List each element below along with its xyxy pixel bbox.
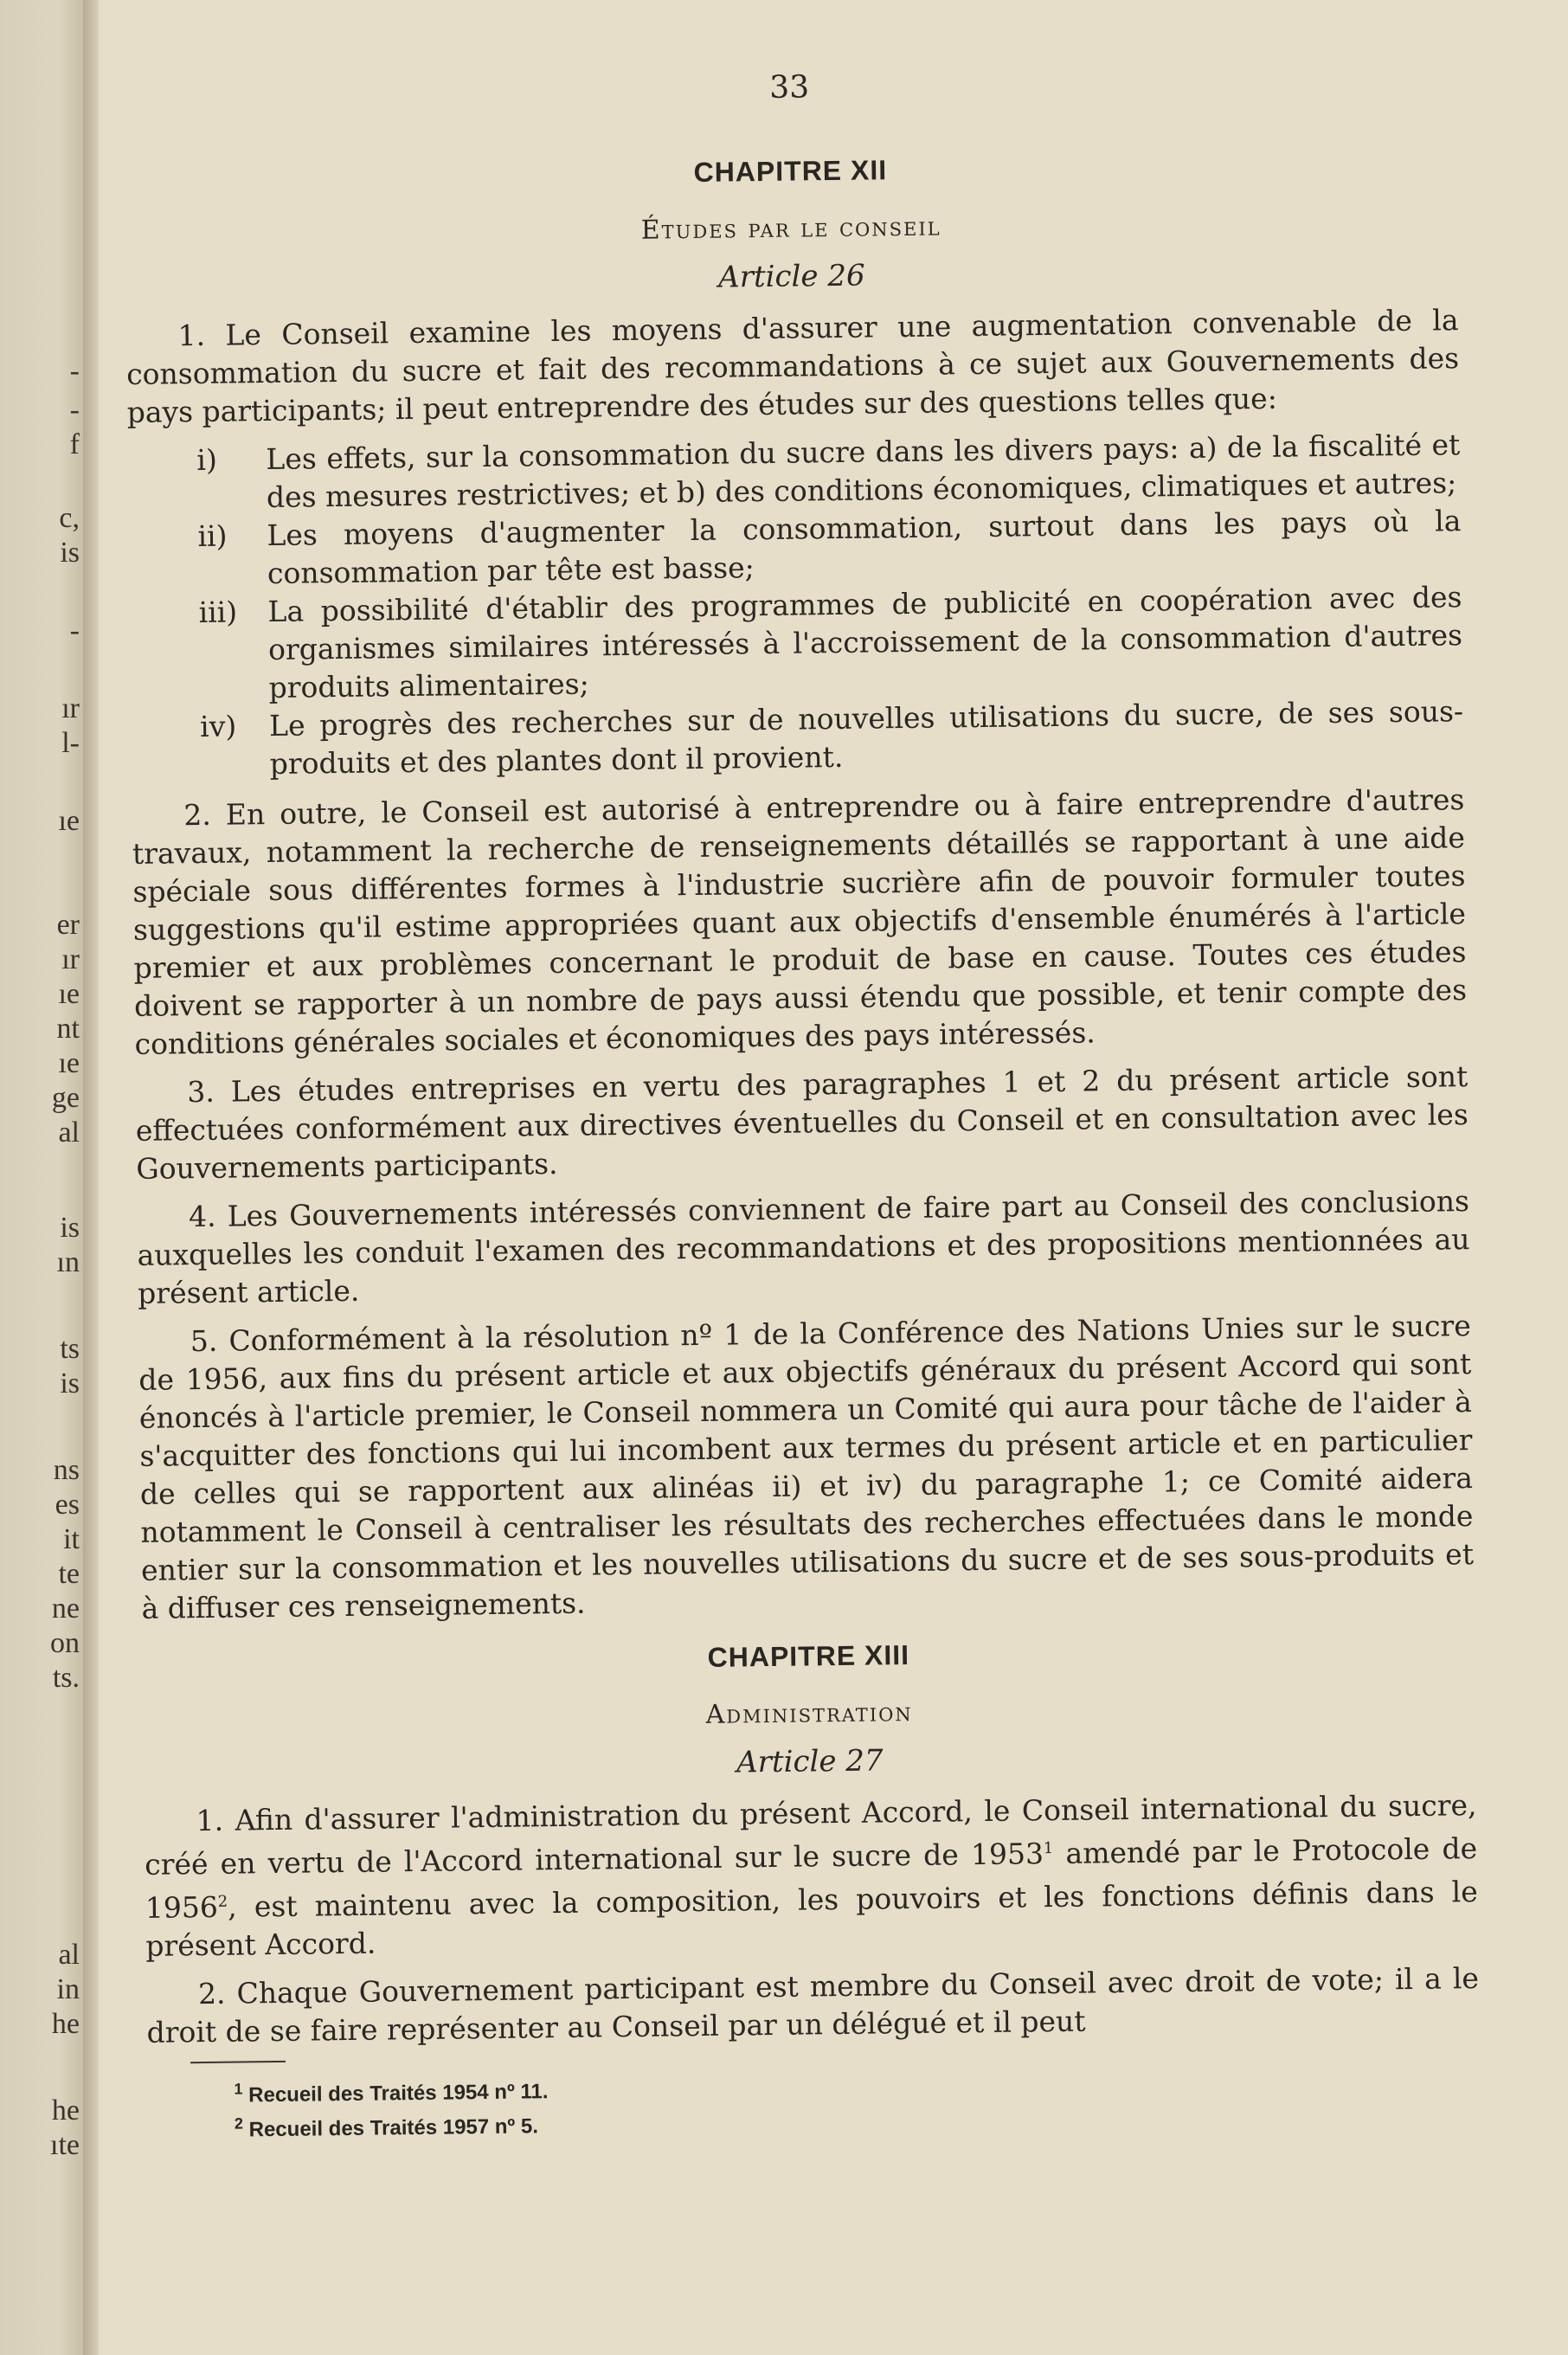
item-number: ii) (197, 518, 228, 553)
paragraph: 2. Chaque Gouvernement participant est membre du Conseil avec droit de vote; il a le droit de se faire représenter au Conseil par un délégué et il peut (146, 1961, 1480, 2049)
facing-page-fragment: he (51, 2094, 80, 2127)
page-content (123, 61, 1481, 2151)
list-item (129, 578, 1462, 709)
item-number: i) (196, 442, 218, 477)
facing-page-fragment: ıe (58, 978, 80, 1010)
facing-page-edge (0, 0, 83, 2355)
paragraph-text: , est maintenu avec la composition, les pouvoirs et les fonctions définis dans le présent Accord. (145, 1875, 1478, 1963)
chapter-title: CHAPITRE XII (693, 154, 888, 188)
facing-page-fragment: - (69, 355, 80, 387)
facing-page-fragment: ge (51, 1082, 80, 1114)
chapter-title: CHAPITRE XIII (707, 1639, 910, 1673)
footnote-mark: 2 (234, 2114, 244, 2133)
facing-page-fragment: is (60, 1367, 80, 1399)
page-number: 33 (769, 69, 810, 106)
facing-page-fragment: on (50, 1627, 80, 1659)
facing-page-fragment: l- (61, 727, 80, 759)
section-title: Études par le conseil (640, 211, 941, 246)
facing-page-fragment: ıe (58, 805, 80, 837)
facing-page-fragment: es (55, 1489, 80, 1521)
facing-page-fragment: ns (53, 1454, 80, 1486)
paragraph: 3. Les études entreprises en vertu des paragraphes 1 et 2 du présent article sont effectuées conformément aux directives éventuelles du Conseil et en consultation avec les Gouvernements participants. (135, 1059, 1468, 1186)
footnote-divider (190, 2061, 286, 2063)
book-gutter (83, 0, 99, 2355)
item-number: iv) (199, 709, 237, 743)
facing-page-fragment: in (56, 1973, 80, 2005)
item-text: Le progrès des recherches sur de nouvelles utilisations du sucre, de ses sous-produits et des plantes dont il provient. (268, 694, 1464, 781)
facing-page-fragment: ıe (58, 1047, 80, 1079)
facing-page-fragment: er (56, 909, 80, 941)
paragraph: 4. Les Gouvernements intéressés conviennent de faire part au Conseil des conclusions auxquelles les conduit l'examen des recommandations et des propositions mentionnées au présent article. (137, 1184, 1470, 1310)
facing-page-fragment: nt (56, 1013, 80, 1045)
item-text: La possibilité d'établir des programmes de publicité en coopération avec des organismes similaires intéressés à l'accroissement de la consommation d'autres produits alimentaires; (267, 580, 1463, 705)
facing-page-fragment: f (69, 428, 80, 460)
facing-page-fragment: te (58, 1558, 80, 1590)
paragraph (144, 1786, 1478, 1966)
footnote-text: Recueil des Traités 1954 nº 11. (248, 2080, 549, 2107)
paragraph: 2. En outre, le Conseil est autorisé à entreprendre ou à faire entreprendre d'autres travaux, notamment la recherche de renseignements détaillés se rapportant à une aide spéciale sous différentes formes à l'industrie sucrière afin de pouvoir formuler toutes suggestions qu'il estime appropriées quant aux objectifs d'ensemble énumérés à l'article premier et aux problèmes concernant le produit de base en cause. Toutes ces études doivent se rapporter à un nombre de pays aussi étendu que possible, et tenir compte des conditions générales sociales et économiques des pays intéressés. (132, 782, 1468, 1061)
article-heading: Article 26 (717, 258, 865, 295)
footnote-mark: 1 (234, 2080, 243, 2098)
facing-page-fragment: is (60, 1212, 80, 1244)
footnote-ref: 2 (217, 1892, 228, 1911)
facing-page-fragment: c, (59, 502, 80, 534)
paragraph-text: amendé par le Protocole de 1956 (145, 1831, 1478, 1925)
facing-page-fragment: ts. (52, 1662, 80, 1694)
footnote-ref: 1 (1043, 1839, 1054, 1858)
item-text: Les effets, sur la consommation du sucre dans les divers pays: a) de la fiscalité et des mesures restrictives; et b) des conditions économiques, climatiques et autres; (266, 428, 1461, 515)
article-heading: Article 27 (736, 1743, 884, 1780)
item-list (127, 426, 1464, 785)
footnote (235, 2100, 1481, 2143)
item-number: iii) (198, 595, 238, 629)
facing-page-fragment: al (58, 1939, 80, 1971)
item-text: Les moyens d'augmenter la consommation, surtout dans les pays où la consommation par tête est basse; (267, 504, 1462, 591)
footnote-text: Recueil des Traités 1957 nº 5. (248, 2114, 539, 2142)
facing-page-fragment: - (69, 394, 80, 426)
facing-page-fragment: ır (61, 943, 80, 975)
facing-page-fragment: - (69, 614, 80, 647)
facing-page-fragment: ır (61, 692, 80, 724)
facing-page-fragment: al (58, 1116, 80, 1149)
paragraph: 5. Conformément à la résolution nº 1 de la Conférence des Nations Unies sur le sucre de 1956, aux fins du présent article et aux objectifs généraux du présent Accord qui sont énoncés à l'article premier, le Conseil nommera un Comité qui aura pour tâche de l'aider à s'acquitter des fonctions qui lui incombent aux termes du présent article et en particulier de celles qui se rapportent aux alinéas ii) et iv) du paragraphe 1; ce Comité aidera notamment le Conseil à centraliser les résultats des recherches effectuées dans le monde entier sur la consommation et les nouvelles utilisations du sucre et de ses sous-produits et à diffuser ces renseignements. (138, 1309, 1475, 1625)
facing-page-fragment: ts (60, 1333, 80, 1365)
page (99, 0, 1568, 2355)
list-item (131, 692, 1464, 785)
facing-page-fragment: he (51, 2008, 80, 2040)
facing-page-fragment: is (60, 537, 80, 569)
paragraph: 1. Le Conseil examine les moyens d'assurer une augmentation convenable de la consommation du sucre et fait des recommandations à ce sujet aux Gouvernements des pays participants; il peut entreprendre des études sur des questions telles que: (125, 303, 1460, 429)
section-title: Administration (705, 1696, 913, 1730)
facing-page-fragment: ne (51, 1593, 80, 1625)
facing-page-fragment: ın (56, 1246, 80, 1278)
paragraph-text: 1. Afin d'assurer l'administration du présent Accord, le Conseil international du sucre, créé en vertu de l'Accord international sur le sucre de 1953 (144, 1788, 1477, 1882)
facing-page-fragment: it (63, 1523, 80, 1555)
facing-page-fragment: ıte (50, 2129, 80, 2161)
